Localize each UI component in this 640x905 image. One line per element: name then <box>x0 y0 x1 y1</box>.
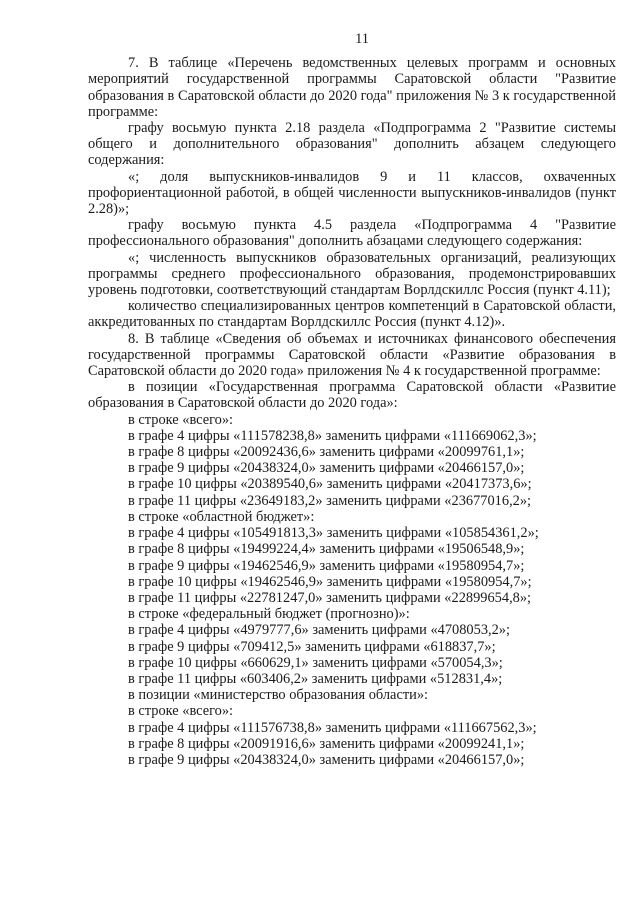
line-replacement: в графе 4 цифры «4979777,6» заменить цифрами «4708053,2»; <box>128 622 510 639</box>
line-replacement: в графе 4 цифры «105491813,3» заменить цифрами «105854361,2»; <box>128 525 539 542</box>
line-replacement: в графе 10 цифры «660629,1» заменить цифрами «570054,3»; <box>128 654 503 671</box>
line-position-ministry: в позиции «министерство образования области»: <box>128 687 429 704</box>
page-number: 11 <box>355 31 369 47</box>
line-replacement: в графе 10 цифры «19462546,9» заменить цифрами «19580954,7»; <box>128 573 532 590</box>
line-replacement: в графе 9 цифры «709412,5» заменить цифрами «618837,7»; <box>128 638 496 655</box>
paragraph-item-7: 7. В таблице «Перечень ведомственных целевых программ и основных мероприятий государственной программы Саратовской области "Развитие образования в Саратовской области до 2020 года" приложения № 3 к государственной программе: <box>88 55 616 120</box>
line-row-total: в строке «всего»: <box>128 411 234 428</box>
line-replacement: в графе 11 цифры «22781247,0» заменить цифрами «22899654,8»; <box>128 589 532 606</box>
paragraph-item-8: 8. В таблице «Сведения об объемах и источниках финансового обеспечения государственной программы Саратовской области «Развитие образования в Саратовской области до 2020 года» приложения № 4 к государственной программе: <box>88 330 616 380</box>
paragraph-quote-4-12: количество специализированных центров компетенций в Саратовской области, аккредитованных по стандартам Ворлдскиллс Россия (пункт 4.12)». <box>88 298 616 331</box>
line-row-regional-budget: в строке «областной бюджет»: <box>128 508 315 525</box>
line-replacement: в графе 9 цифры «20438324,0» заменить цифрами «20466157,0»; <box>128 460 525 477</box>
line-replacement: в графе 11 цифры «23649183,2» заменить цифрами «23677016,2»; <box>128 492 532 509</box>
line-replacement: в графе 8 цифры «20092436,6» заменить цифрами «20099761,1»; <box>128 444 525 461</box>
amendment-lines <box>88 412 616 768</box>
line-row-federal-budget: в строке «федеральный бюджет (прогнозно)»: <box>128 606 410 623</box>
paragraph-quote-4-11: «; численность выпускников образовательных организаций, реализующих программы среднего профессионального образования, продемонстрировавших уровень подготовки, соответствующий стандартам Ворлдскиллс Россия (пункт 4.11); <box>88 249 616 299</box>
line-row-total: в строке «всего»: <box>128 703 234 720</box>
line-replacement: в графе 10 цифры «20389540,6» заменить цифрами «20417373,6»; <box>128 476 532 493</box>
line-replacement: в графе 8 цифры «20091916,6» заменить цифрами «20099241,1»; <box>128 735 525 752</box>
paragraph-amend-2-18: графу восьмую пункта 2.18 раздела «Подпрограмма 2 "Развитие системы общего и дополнительного образования" дополнить абзацем следующего содержания: <box>88 120 616 169</box>
line-replacement: в графе 11 цифры «603406,2» заменить цифрами «512831,4»; <box>128 670 503 687</box>
paragraph-quote-2-28: «; доля выпускников-инвалидов 9 и 11 классов, охваченных профориентационной работой, в общей численности выпускников-инвалидов (пункт 2.28)»; <box>88 168 616 218</box>
paragraph-amend-4-5: графу восьмую пункта 4.5 раздела «Подпрограмма 4 "Развитие профессионального образования" дополнить абзацами следующего содержания: <box>88 217 616 250</box>
paragraph-position-program: в позиции «Государственная программа Саратовской области «Развитие образования в Саратовской области до 2020 года»: <box>88 379 616 412</box>
line-replacement: в графе 9 цифры «20438324,0» заменить цифрами «20466157,0»; <box>128 751 525 768</box>
line-replacement: в графе 8 цифры «19499224,4» заменить цифрами «19506548,9»; <box>128 541 525 558</box>
line-replacement: в графе 9 цифры «19462546,9» заменить цифрами «19580954,7»; <box>128 557 525 574</box>
line-replacement: в графе 4 цифры «111576738,8» заменить цифрами «111667562,3»; <box>128 719 537 736</box>
line-replacement: в графе 4 цифры «111578238,8» заменить цифрами «111669062,3»; <box>128 427 537 444</box>
